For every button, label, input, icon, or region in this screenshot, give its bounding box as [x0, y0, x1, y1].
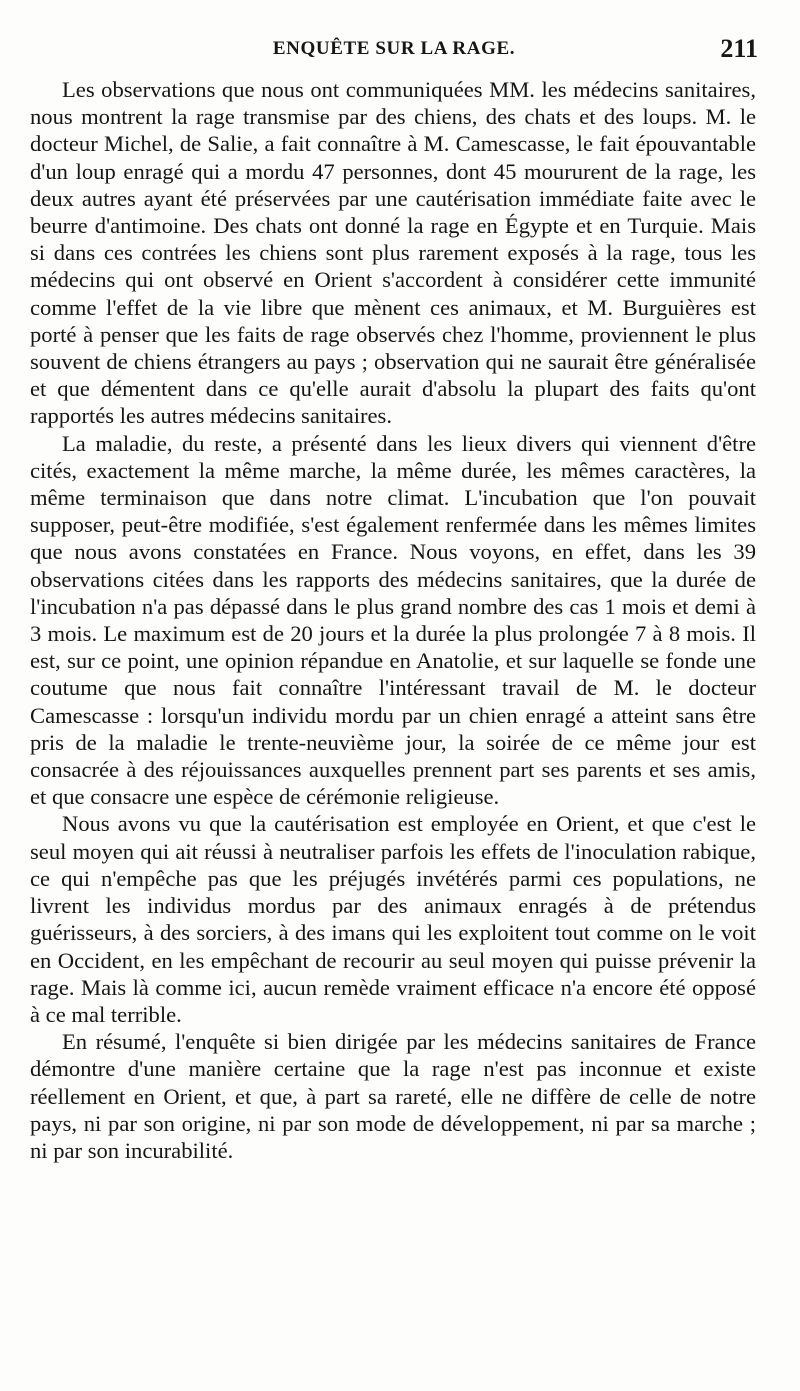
paragraph-3: Nous avons vu que la cautérisation est employée en Orient, et que c'est le seul moyen qui ait réussi à neutraliser parfois les effets de l'inoculation rabique, ce qui n'empêche pas que les préjugés invétérés parmi ces populations, ne livrent les individus mordus par des animaux enragés à de prétendus guérisseurs, à des sorciers, à des imans qui les exploitent tout comme on le voit en Occident, en les empêchant de recourir au seul moyen qui puisse prévenir la rage. Mais là comme ici, aucun remède vraiment efficace n'a encore été opposé à ce mal terrible. — [30, 811, 756, 1027]
paragraph-2: La maladie, du reste, a présenté dans les lieux divers qui viennent d'être cités, exactement la même marche, la même durée, les mêmes caractères, la même terminaison que dans notre climat. L'incubation que l'on pouvait supposer, peut-être modifiée, s'est également renfermée dans les mêmes limites que nous avons constatées en France. Nous voyons, en effet, dans les 39 observations citées dans les rapports des médecins sanitaires, que la durée de l'incubation n'a pas dépassé dans le plus grand nombre des cas 1 mois et demi à 3 mois. Le maximum est de 20 jours et la durée la plus prolongée 7 à 8 mois. Il est, sur ce point, une opinion répandue en Anatolie, et sur laquelle se fonde une coutume que nous fait connaître l'intéressant travail de M. le docteur Camescasse : lorsqu'un individu mordu par un chien enragé a atteint sans être pris de la maladie le trente-neuvième jour, la soirée de ce même jour est consacrée à des réjouissances auxquelles prennent part ses parents et ses amis, et que consacre une espèce de cérémonie religieuse. — [30, 430, 756, 810]
running-title: ENQUÊTE SUR LA RAGE. — [272, 38, 516, 59]
body-text — [30, 76, 756, 1164]
page-header — [30, 32, 758, 66]
page-number: 211 — [720, 34, 758, 63]
paragraph-1: Les observations que nous ont communiquées MM. les médecins sanitaires, nous montrent la rage transmise par des chiens, des chats et des loups. M. le docteur Michel, de Salie, a fait connaître à M. Camescasse, le fait épouvantable d'un loup enragé qui a mordu 47 personnes, dont 45 moururent de la rage, les deux autres ayant été préservées par une cautérisation immédiate faite avec le beurre d'antimoine. Des chats ont donné la rage en Égypte et en Turquie. Mais si dans ces contrées les chiens sont plus rarement exposés à la rage, tous les médecins qui ont observé en Orient s'accordent à considérer cette immunité comme l'effet de la vie libre que mènent ces animaux, et M. Burguières est porté à penser que les faits de rage observés chez l'homme, proviennent le plus souvent de chiens étrangers au pays ; observation qui ne saurait être généralisée et que démentent dans ce qu'elle aurait d'absolu la plupart des faits qu'ont rapportés les autres médecins sanitaires. — [30, 77, 756, 429]
paragraph-4: En résumé, l'enquête si bien dirigée par les médecins sanitaires de France démontre d'une manière certaine que la rage n'est pas inconnue et existe réellement en Orient, et que, à part sa rareté, elle ne diffère de celle de notre pays, ni par son origine, ni par son mode de développement, ni par sa marche ; ni par son incurabilité. — [30, 1029, 756, 1163]
